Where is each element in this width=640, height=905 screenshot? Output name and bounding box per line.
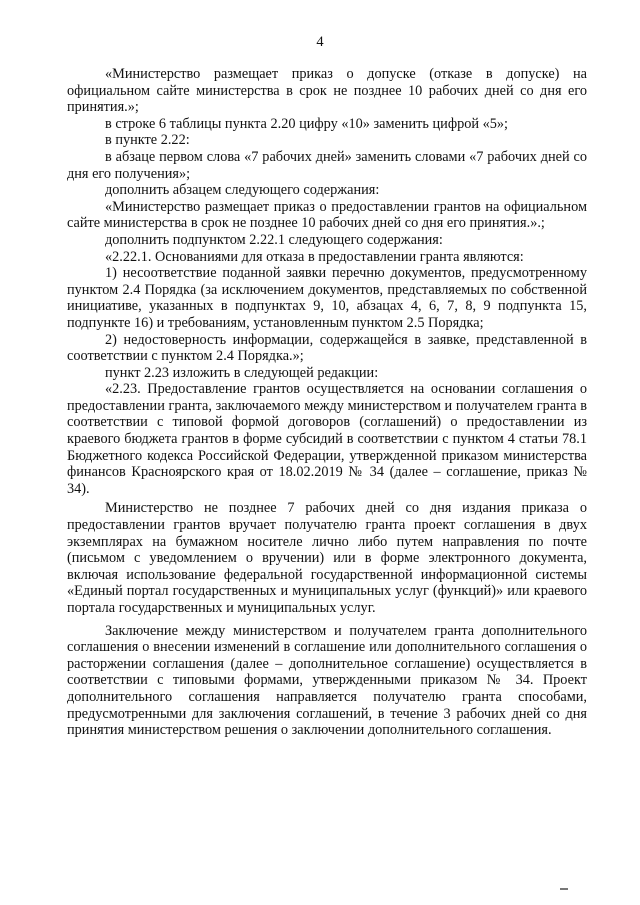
paragraph-4: в абзаце первом слова «7 рабочих дней» заменить словами «7 рабочих дней со дня его получения»; [67, 148, 587, 182]
paragraph-1: «Министерство размещает приказ о допуске (отказе в допуске) на официальном сайте министерства в срок не позднее 10 рабочих дней со дня его принятия.»; [67, 66, 587, 116]
paragraph-8: «2.22.1. Основаниями для отказа в предоставлении гранта являются: [105, 248, 524, 265]
paragraph-3: в пункте 2.22: [105, 132, 190, 149]
paragraph-10: 2) недостоверность информации, содержащейся в заявке, представленной в соответствии с пунктом 2.4 Порядка.»; [67, 331, 587, 365]
paragraph-14: Заключение между министерством и получателем гранта дополнительного соглашения о внесении изменений в соглашение или дополнительного соглашения о расторжении соглашения (далее – дополнительное соглашение) осуществляется в соответствии с типовыми формами, утвержденными приказом № 34. Проект дополнительного соглашения направляется получателю гранта способами, предусмотренными для заключения соглашений, в течение 3 рабочих дней со дня принятия министерством решения о заключении дополнительного соглашения. [67, 622, 587, 739]
paragraph-2: в строке 6 таблицы пункта 2.20 цифру «10» заменить цифрой «5»; [105, 115, 509, 132]
document-body [67, 66, 587, 739]
scan-mark [560, 888, 568, 890]
paragraph-5: дополнить абзацем следующего содержания: [105, 182, 380, 199]
paragraph-11: пункт 2.23 изложить в следующей редакции: [105, 364, 379, 381]
paragraph-7: дополнить подпунктом 2.22.1 следующего содержания: [105, 231, 443, 248]
paragraph-6: «Министерство размещает приказ о предоставлении грантов на официальном сайте министерства в срок не позднее 10 рабочих дней со дня его принятия.».; [67, 198, 587, 232]
paragraph-12: «2.23. Предоставление грантов осуществляется на основании соглашения о предоставлении гранта, заключаемого между министерством и получателем гранта в соответствии с типовой формой договоров (соглашений) о предоставлении из краевого бюджета грантов в форме субсидий в соответствии с пунктом 4 статьи 78.1 Бюджетного кодекса Российской Федерации, утвержденной приказом министерства финансов Красноярского края от 18.02.2019 № 34 (далее – соглашение, приказ № 34). [67, 381, 587, 497]
page-number: 4 [316, 34, 324, 50]
paragraph-9: 1) несоответствие поданной заявки перечню документов, предусмотренному пунктом 2.4 Порядка (за исключением документов, представляемых по собственной инициативе, указанных в подпунктах 9, 10, абзацах 4, 6, 7, 8, 9 подпункта 15, подпункте 16) и требованиям, установленным пунктом 2.5 Порядка; [67, 265, 587, 331]
paragraph-13: Министерство не позднее 7 рабочих дней со дня издания приказа о предоставлении грантов вручает получателю гранта проект соглашения в двух экземплярах на бумажном носителе лично либо путем направления по почте (письмом с уведомлением о вручении) или в форме электронного документа, включая использование федеральной государственной информационной системы «Единый портал государственных и муниципальных услуг (функций)» или краевого портала государственных и муниципальных услуг. [67, 500, 587, 616]
